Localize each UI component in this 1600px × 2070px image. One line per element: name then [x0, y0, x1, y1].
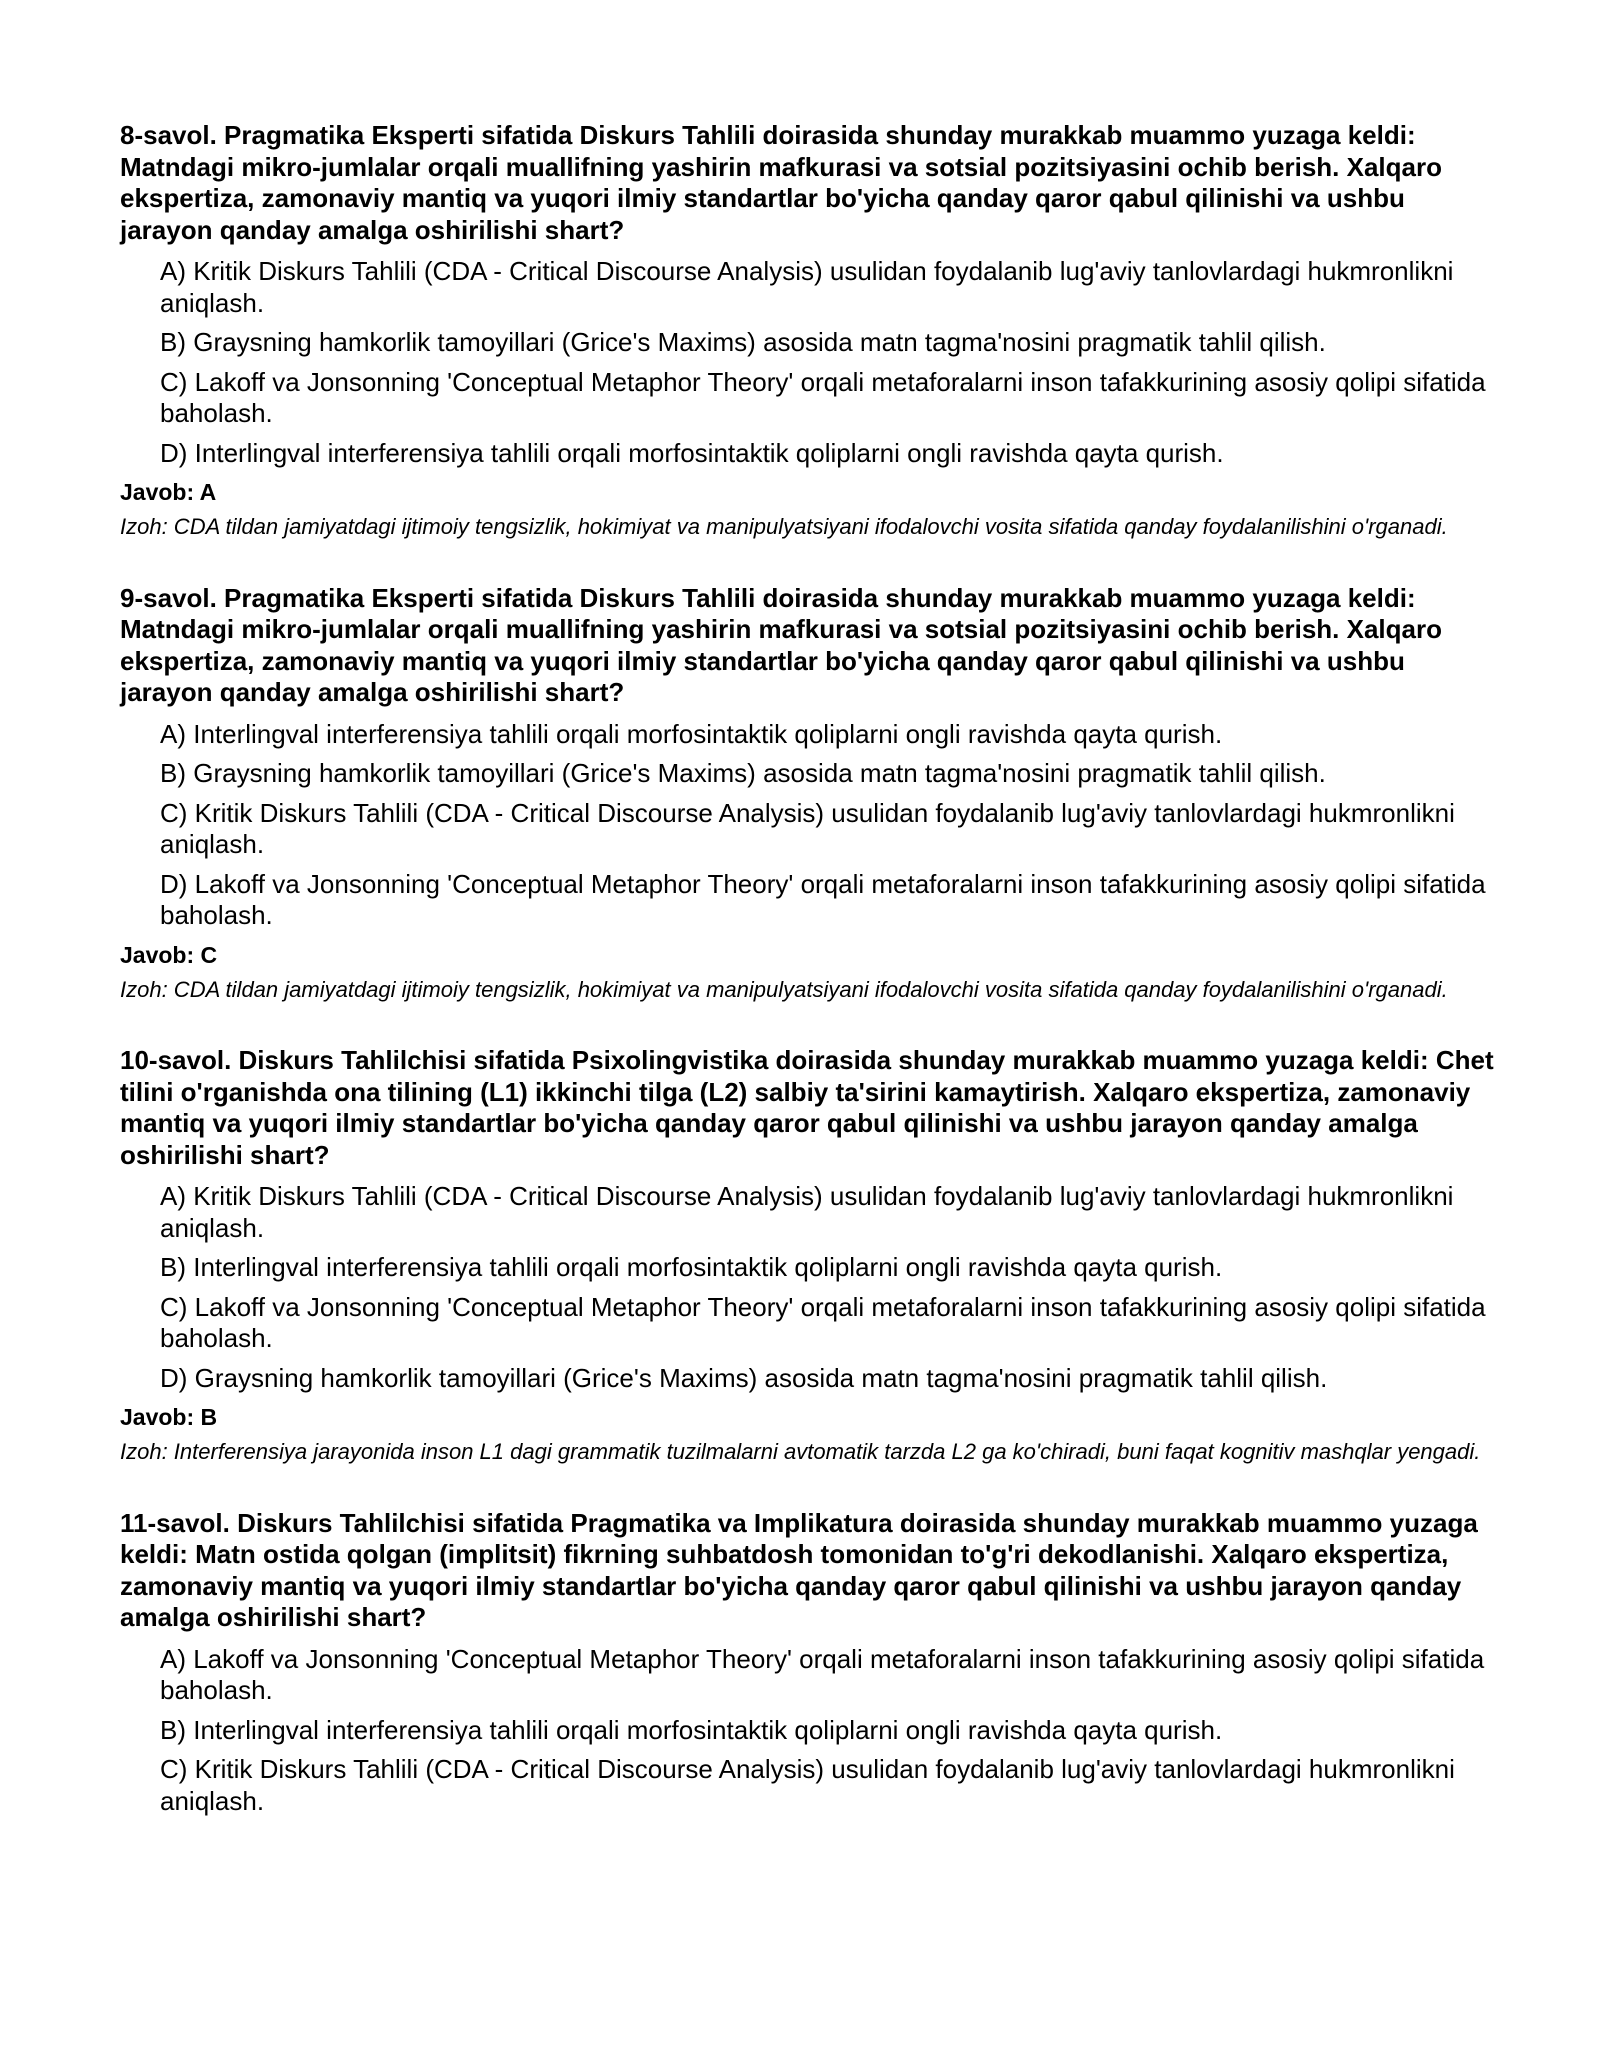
option-c: C) Kritik Diskurs Tahlili (CDA - Critical Discourse Analysis) usulidan foydalanib lug'aviy tanlovlardagi hukmronlikni aniqlash. [160, 797, 1455, 859]
option-list [120, 1181, 1500, 1394]
option-c: C) Lakoff va Jonsonning 'Conceptual Metaphor Theory' orqali metaforalarni inson tafakkurining asosiy qolipi sifatida baholash. [160, 1291, 1486, 1353]
explanation-note: Izoh: CDA tildan jamiyatdagi ijtimoiy tengsizlik, hokimiyat va manipulyatsiyani ifodalovchi vosita sifatida qanday foydalanilishini o'rganadi. [120, 514, 1448, 539]
option-b: B) Graysning hamkorlik tamoyillari (Grice's Maxims) asosida matn tagma'nosini pragmatik tahlil qilish. [160, 758, 1326, 788]
option-b: B) Interlingval interferensiya tahlili orqali morfosintaktik qoliplarni ongli ravishda qayta qurish. [160, 1714, 1223, 1745]
answer-label: Javob: C [120, 941, 218, 968]
option-a: A) Interlingval interferensiya tahlili orqali morfosintaktik qoliplarni ongli ravishda qayta qurish. [160, 718, 1223, 749]
answer-label: Javob: A [120, 479, 217, 505]
option-a: A) Kritik Diskurs Tahlili (CDA - Critical Discourse Analysis) usulidan foydalanib lug'aviy tanlovlardagi hukmronlikni aniqlash. [160, 1181, 1454, 1243]
option-c: C) Kritik Diskurs Tahlili (CDA - Critical Discourse Analysis) usulidan foydalanib lug'aviy tanlovlardagi hukmronlikni aniqlash. [160, 1754, 1455, 1816]
question-title: 10-savol. Diskurs Tahlilchisi sifatida Psixolingvistika doirasida shunday murakkab muammo yuzaga keldi: Chet tilini o'rganishda ona tilining (L1) ikkinchi tilga (L2) salbiy ta'sirini kamaytirish. Xalqaro ekspertiza, zamonaviy mantiq va yuqori ilmiy standartlar bo'yicha qanday qaror qabul qilinishi va ushbu jarayon qanday amalga oshirilishi shart? [120, 1045, 1494, 1170]
document-page [120, 120, 1500, 1857]
option-a: A) Kritik Diskurs Tahlili (CDA - Critical Discourse Analysis) usulidan foydalanib lug'aviy tanlovlardagi hukmronlikni aniqlash. [160, 256, 1454, 318]
question-10 [120, 1045, 1500, 1468]
answer-label: Javob: B [120, 1404, 218, 1430]
option-list [120, 719, 1500, 932]
option-d: D) Lakoff va Jonsonning 'Conceptual Metaphor Theory' orqali metaforalarni inson tafakkurining asosiy qolipi sifatida baholash. [160, 868, 1486, 930]
question-title: 8-savol. Pragmatika Eksperti sifatida Diskurs Tahlili doirasida shunday murakkab muammo yuzaga keldi: Matndagi mikro-jumlalar orqali muallifning yashirin mafkurasi va sotsial pozitsiyasini ochib berish. Xalqaro ekspertiza, zamonaviy mantiq va yuqori ilmiy standartlar bo'yicha qanday qaror qabul qilinishi va ushbu jarayon qanday amalga oshirilishi shart? [120, 120, 1443, 245]
option-c: C) Lakoff va Jonsonning 'Conceptual Metaphor Theory' orqali metaforalarni inson tafakkurining asosiy qolipi sifatida baholash. [160, 366, 1486, 428]
question-11 [120, 1508, 1500, 1818]
option-b: B) Graysning hamkorlik tamoyillari (Grice's Maxims) asosida matn tagma'nosini pragmatik tahlil qilish. [160, 327, 1326, 357]
option-a: A) Lakoff va Jonsonning 'Conceptual Metaphor Theory' orqali metaforalarni inson tafakkurining asosiy qolipi sifatida baholash. [160, 1643, 1485, 1705]
option-d: D) Interlingval interferensiya tahlili orqali morfosintaktik qoliplarni ongli ravishda qayta qurish. [160, 437, 1224, 468]
question-title: 9-savol. Pragmatika Eksperti sifatida Diskurs Tahlili doirasida shunday murakkab muammo yuzaga keldi: Matndagi mikro-jumlalar orqali muallifning yashirin mafkurasi va sotsial pozitsiyasini ochib berish. Xalqaro ekspertiza, zamonaviy mantiq va yuqori ilmiy standartlar bo'yicha qanday qaror qabul qilinishi va ushbu jarayon qanday amalga oshirilishi shart? [120, 582, 1443, 707]
question-title: 11-savol. Diskurs Tahlilchisi sifatida Pragmatika va Implikatura doirasida shunday murakkab muammo yuzaga keldi: Matn ostida qolgan (implitsit) fikrning suhbatdosh tomonidan to'g'ri dekodlanishi. Xalqaro ekspertiza, zamonaviy mantiq va yuqori ilmiy standartlar bo'yicha qanday qaror qabul qilinishi va ushbu jarayon qanday amalga oshirilishi shart? [120, 1507, 1478, 1632]
explanation-note: Izoh: Interferensiya jarayonida inson L1 dagi grammatik tuzilmalarni avtomatik tarzda L2 ga ko'chiradi, buni faqat kognitiv mashqlar yengadi. [120, 1439, 1481, 1464]
option-list [120, 256, 1500, 469]
option-d: D) Graysning hamkorlik tamoyillari (Grice's Maxims) asosida matn tagma'nosini pragmatik tahlil qilish. [160, 1362, 1328, 1393]
question-8 [120, 120, 1500, 543]
option-list [120, 1644, 1500, 1818]
option-b: B) Interlingval interferensiya tahlili orqali morfosintaktik qoliplarni ongli ravishda qayta qurish. [160, 1252, 1223, 1282]
question-9 [120, 583, 1500, 1006]
explanation-note: Izoh: CDA tildan jamiyatdagi ijtimoiy tengsizlik, hokimiyat va manipulyatsiyani ifodalovchi vosita sifatida qanday foydalanilishini o'rganadi. [120, 976, 1448, 1002]
